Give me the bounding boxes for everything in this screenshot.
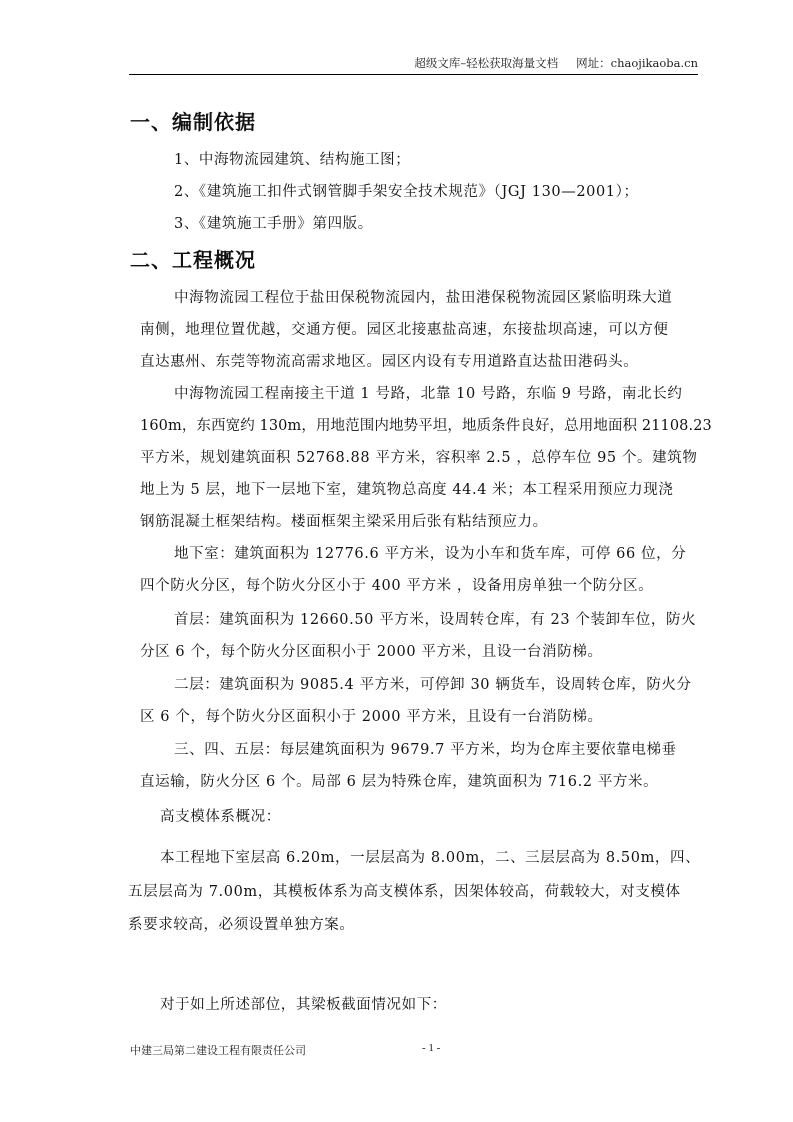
overview-para-2-line: 中海物流园工程南接主干道 1 号路，北靠 10 号路，东临 9 号路，南北长约 <box>174 386 683 402</box>
basement-para-line: 地下室：建筑面积为 12776.6 平方米，设为小车和货车库，可停 66 位，分 <box>174 546 687 562</box>
first-floor-para-line: 分区 6 个，每个防火分区面积小于 2000 平方米，且设一台消防梯。 <box>140 644 603 660</box>
overview-para-2-line: 钢筋混凝土框架结构。楼面框架主梁采用后张有粘结预应力。 <box>140 514 548 530</box>
page-header <box>414 55 698 71</box>
second-floor-para-line: 二层：建筑面积为 9085.4 平方米，可停卸 30 辆货车，设周转仓库，防火分 <box>174 677 692 693</box>
basement-para-line: 四个防火分区，每个防火分区小于 400 平方米 ，设备用房单独一个防分区。 <box>140 578 654 594</box>
basis-item-2: 2、《建筑施工扣件式钢管脚手架安全技术规范》（JGJ 130—2001）； <box>174 184 639 200</box>
overview-para-2-line: 160m，东西宽约 130m，用地范围内地势平坦，地质条件良好，总用地面积 21108.23 <box>140 418 712 434</box>
high-formwork-para-line: 系要求较高，必须设置单独方案。 <box>128 917 355 933</box>
section-heading-overview: 二、工程概况 <box>130 248 256 272</box>
basis-item-3: 3、《建筑施工手册》第四版。 <box>174 216 373 232</box>
first-floor-para-line: 首层：建筑面积为 12660.50 平方米，设周转仓库，有 23 个装卸车位，防火 <box>174 612 697 628</box>
high-formwork-para-line: 五层层高为 7.00m，其模板体系为高支模体系，因架体较高，荷载较大，对支模体 <box>128 884 681 900</box>
overview-para-1-line: 南侧，地理位置优越，交通方便。园区北接惠盐高速，东接盐坝高速，可以方便 <box>140 322 669 338</box>
header-url: chaojikaoba.cn <box>610 56 698 70</box>
upper-floors-para-line: 三、四、五层：每层建筑面积为 9679.7 平方米，均为仓库主要依靠电梯垂 <box>174 742 677 758</box>
basis-item-1: 1、中海物流园建筑、结构施工图； <box>174 152 411 168</box>
header-url-label: 网址： <box>576 56 611 70</box>
overview-para-1-line: 直达惠州、东莞等物流高需求地区。园区内设有专用道路直达盐田港码头。 <box>140 354 639 370</box>
second-floor-para-line: 区 6 个，每个防火分区面积小于 2000 平方米，且设有一台消防梯。 <box>140 709 603 725</box>
overview-para-2-line: 地上为 5 层，地下一层地下室，建筑物总高度 44.4 米；本工程采用预应力现浇 <box>140 482 674 498</box>
footer-page-number: - 1 - <box>422 1042 441 1054</box>
section-heading-basis: 一、编制依据 <box>130 110 256 134</box>
overview-para-1-line: 中海物流园工程位于盐田保税物流园内，盐田港保税物流园区紧临明珠大道 <box>174 290 673 306</box>
overview-para-2-line: 平方米，规划建筑面积 52768.88 平方米，容积率 2.5 ，总停车位 95 个。建筑物 <box>140 450 698 466</box>
upper-floors-para-line: 直运输，防火分区 6 个。局部 6 层为特殊仓库，建筑面积为 716.2 平方米。 <box>140 774 659 790</box>
beam-slab-intro: 对于如上所述部位，其梁板截面情况如下： <box>160 997 447 1013</box>
header-rule <box>129 74 698 75</box>
high-formwork-subheading: 高支模体系概况： <box>160 809 281 825</box>
high-formwork-para-line: 本工程地下室层高 6.20m，一层层高为 8.00m，二、三层层高为 8.50m，四、 <box>160 850 701 866</box>
footer-company: 中建三局第二建设工程有限责任公司 <box>130 1044 306 1057</box>
header-site-name: 超级文库–轻松获取海量文档 <box>414 56 559 70</box>
